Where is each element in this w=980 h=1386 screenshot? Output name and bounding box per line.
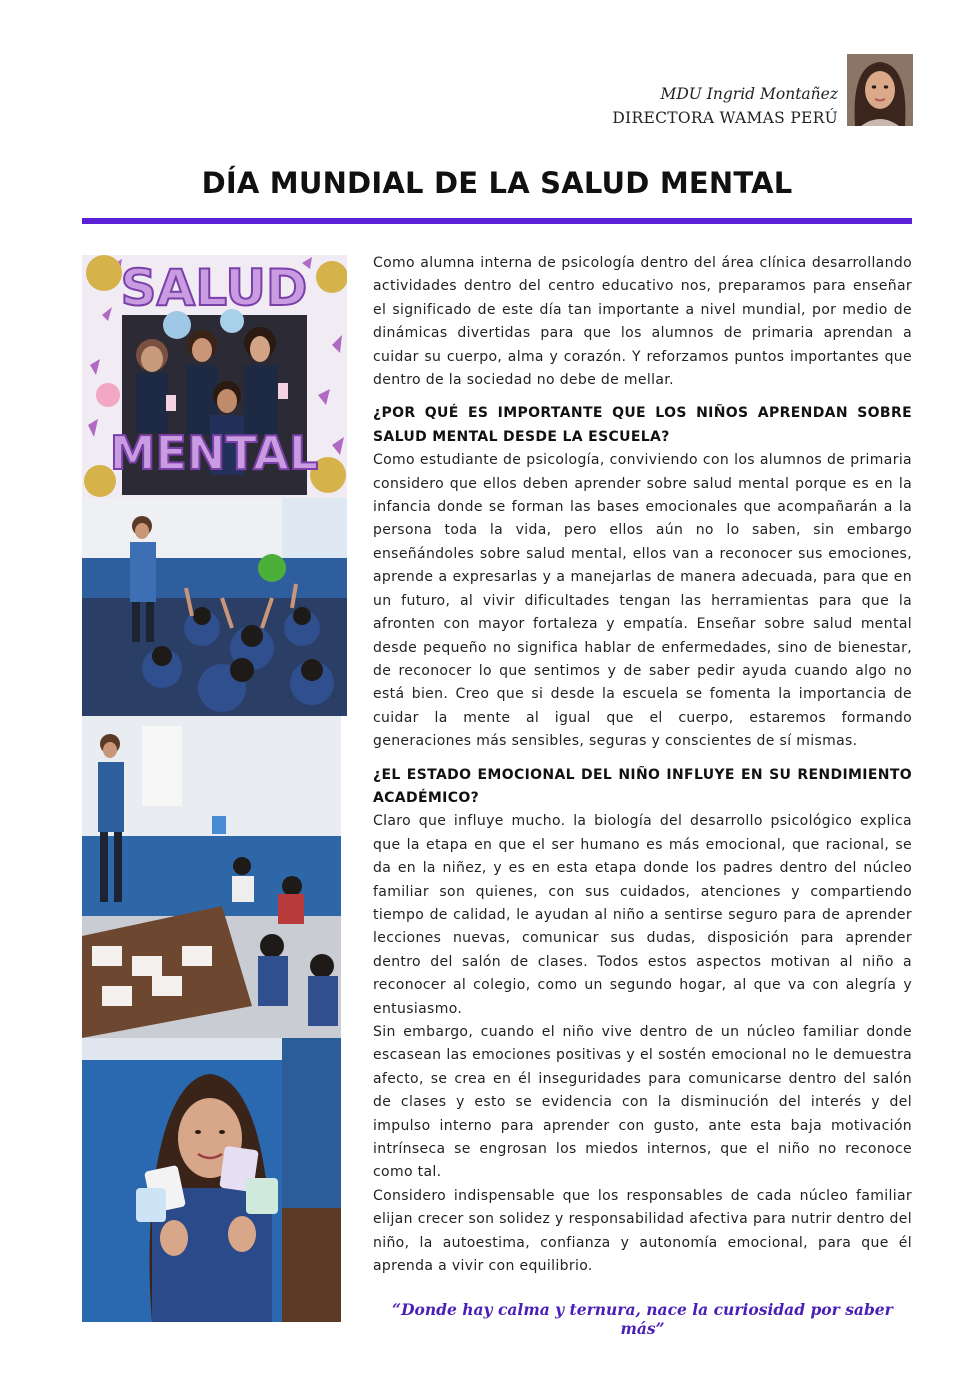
- photo-salud-mental-frame: [82, 255, 347, 498]
- author-block: [612, 82, 838, 130]
- author-avatar: [847, 54, 913, 126]
- closing-quote: “Donde hay calma y ternura, nace la curiosidad por saber más”: [392, 1300, 893, 1338]
- frame-word-salud: SALUD: [120, 259, 308, 317]
- intro-paragraph: Como alumna interna de psicología dentro del área clínica desarrollando actividades dentro del centro educativo nos, preparamos para enseñar el significado de este día tan importante a nivel mundial, por medio de dinámicas divertidas para que los alumnos de primaria aprendan a cuidar su cuerpo, alma y corazón. Y reforzamos puntos importantes que dentro de la sociedad no debe de mellar.: [373, 255, 912, 389]
- photo-classroom-activity: [82, 498, 347, 716]
- photo-emotion-cards: [82, 716, 341, 1038]
- page-title: DÍA MUNDIAL DE LA SALUD MENTAL: [201, 166, 793, 200]
- section-heading-emotional-state: ¿EL ESTADO EMOCIONAL DEL NIÑO INFLUYE EN SU RENDIMIENTO ACADÉMICO?: [373, 766, 912, 806]
- section-paragraph-influence: Claro que influye mucho. la biología del desarrollo psicológico explica que la etapa en que el ser humano es más emocional, que racional, se da en la niñez, y es en esta etapa donde los padres dentro del núcleo familiar son quienes, con sus cuidados, atenciones y compartiendo tiempo de calidad, le ayudan al niño a sentirse seguro para de aprender lecciones nuevas, comunicar sus dudas, disposición para aprender dentro del salón de clases. Todos estos aspectos motivan al niño a reconocer al colegio, como un segundo hogar, al que va con alegría y entusiasmo.: [373, 813, 912, 1017]
- author-name: MDU Ingrid Montañez: [660, 85, 838, 103]
- photo-student-with-cards: [82, 1038, 341, 1322]
- frame-word-mental: MENTAL: [109, 426, 319, 480]
- section-paragraph-conclusion: Considero indispensable que los responsables de cada núcleo familiar elijan crecer son solidez y responsabilidad afectiva para nutrir dentro del niño, la autoestima, confianza y autonomía emocional, para que él aprenda a vivir con equilibrio.: [373, 1187, 912, 1275]
- section-paragraph-insecurity: Sin embargo, cuando el niño vive dentro de un núcleo familiar donde escasean las emociones positivas y el sostén emocional no le demuestra afecto, se crea en él inseguridades para comunicarse dentro del salón de clases y esto se evidencia con la disminución del interés y del impulso interno para aprender con gusto, ante esta baja motivación intrínseca se engrosan los miedos internos, que el niño no reconoce como tal.: [373, 1024, 912, 1181]
- author-role: DIRECTORA WAMAS PERÚ: [612, 109, 838, 127]
- section-heading-why-learn: ¿POR QUÉ ES IMPORTANTE QUE LOS NIÑOS APRENDAN SOBRE SALUD MENTAL DESDE LA ESCUELA?: [373, 405, 912, 445]
- section-paragraph-why-learn: Como estudiante de psicología, conviviendo con los alumnos de primaria considero que ellos deben aprender sobre salud mental porque es en la infancia donde se forman las bases emocionales que acompañarán a la persona toda la vida, pero ellos aún no lo saben, sin embargo enseñándoles sobre salud mental, ellos van a reconocer sus emociones, aprende a expresarlas y a manejarlas de manera adecuada, para que en un futuro, al vivir dificultades tengan las herramientas para que la afronten con mayor fortaleza y empatía. Enseñar sobre salud mental desde pequeño no significa hablar de enfermedades, sino de bienestar, de reconocer lo que sentimos y de saber pedir ayuda cuando algo no está bien. Creo que si desde la escuela se fomenta la importancia de cuidar la mente al igual que el cuerpo, estaremos formando generaciones más sensibles, seguras y conscientes de sí mismas.: [373, 452, 912, 750]
- article-body: [373, 252, 912, 1278]
- title-divider: [82, 218, 912, 224]
